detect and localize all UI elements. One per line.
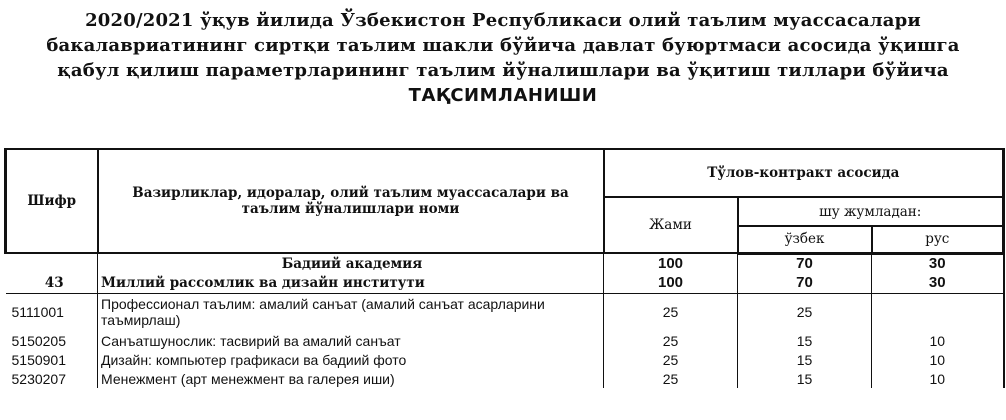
row-russian: 30: [872, 273, 1004, 293]
header-code: Шифр: [6, 149, 98, 253]
row-uzbek: 15: [738, 350, 872, 369]
row-code: 5150205: [6, 331, 98, 350]
table-row: [6, 253, 1004, 273]
row-russian: [872, 293, 1004, 331]
row-name: Миллий рассомлик ва дизайн институти: [98, 273, 604, 293]
row-russian: 10: [872, 369, 1004, 388]
table-row: [6, 350, 1004, 369]
row-name: Бадиий академия: [98, 253, 604, 273]
row-name: Менежмент (арт менежмент ва галерея иши): [98, 369, 604, 388]
table-row: [6, 273, 1004, 293]
header-total: Жами: [604, 197, 738, 253]
header-russian: рус: [872, 226, 1004, 253]
row-uzbek: 70: [738, 253, 872, 273]
row-russian: 30: [872, 253, 1004, 273]
row-name: Профессионал таълим: амалий санъат (амалий санъат асарларини таъмирлаш): [98, 293, 604, 331]
row-code: 5230207: [6, 369, 98, 388]
document-title: [0, 8, 1006, 108]
header-contract: Тўлов-контракт асосида: [604, 149, 1004, 197]
row-code: 43: [6, 273, 98, 293]
row-total: 25: [604, 293, 738, 331]
header-uzbek: ўзбек: [738, 226, 872, 253]
row-russian: 10: [872, 350, 1004, 369]
row-uzbek: 15: [738, 369, 872, 388]
row-total: 25: [604, 331, 738, 350]
title-line-3: қабул қилиш параметрларининг таълим йўналишлари ва ўқитиш тиллари бўйича: [57, 60, 949, 81]
header-name: Вазирликлар, идоралар, олий таълим муассасалари ва таълим йўналишлари номи: [98, 149, 604, 253]
row-total: 100: [604, 253, 738, 273]
row-uzbek: 15: [738, 331, 872, 350]
row-uzbek: 25: [738, 293, 872, 331]
admission-table: [4, 148, 1005, 388]
title-line-2: бакалавриатининг сиртқи таълим шакли бўйича давлат буюртмаси асосида ўқишга: [46, 35, 960, 56]
table-row: [6, 293, 1004, 331]
header-including: шу жумладан:: [738, 197, 1004, 226]
row-uzbek: 70: [738, 273, 872, 293]
table-row: [6, 369, 1004, 388]
row-total: 25: [604, 350, 738, 369]
row-total: 100: [604, 273, 738, 293]
title-line-4: ТАҚСИМЛАНИШИ: [408, 85, 598, 106]
row-code: [6, 253, 98, 273]
title-line-1: 2020/2021 ўқув йилида Ўзбекистон Республикаси олий таълим муассасалари: [85, 10, 921, 31]
row-name: Дизайн: компьютер графикаси ва бадиий фото: [98, 350, 604, 369]
row-total: 25: [604, 369, 738, 388]
row-code: 5111001: [6, 293, 98, 331]
row-name: Санъатшунослик: тасвирий ва амалий санъат: [98, 331, 604, 350]
row-russian: 10: [872, 331, 1004, 350]
row-code: 5150901: [6, 350, 98, 369]
table-row: [6, 331, 1004, 350]
